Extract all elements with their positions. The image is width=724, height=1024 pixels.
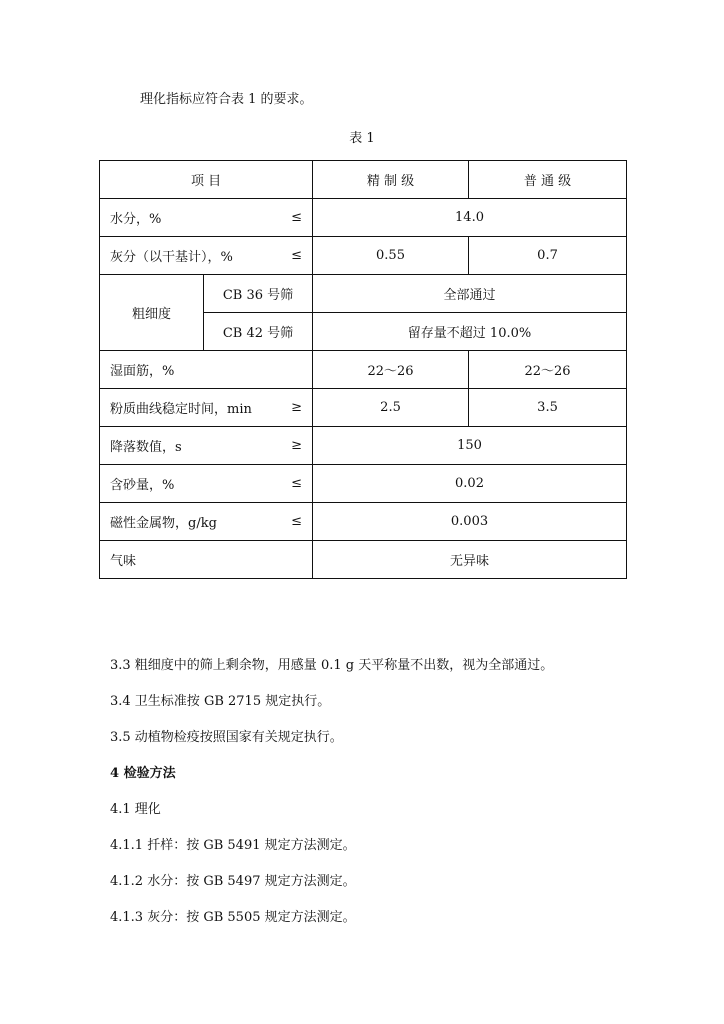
- value-cell: 150: [313, 427, 627, 465]
- paragraph-3-4: 3.4 卫生标准按 GB 2715 规定执行。: [110, 694, 331, 709]
- value-cell: 全部通过: [313, 275, 627, 313]
- operator: ≤: [291, 514, 303, 529]
- paragraph-4-1-1: 4.1.1 扦样：按 GB 5491 规定方法测定。: [110, 838, 356, 853]
- operator: ≤: [291, 210, 303, 225]
- value-cell: 0.02: [313, 465, 627, 503]
- row-label: [100, 503, 313, 541]
- table-row: [100, 427, 627, 465]
- value-cell: 3.5: [469, 389, 627, 427]
- table-row: [100, 161, 627, 199]
- table-row: [100, 389, 627, 427]
- value-cell: 0.55: [313, 237, 469, 275]
- table-row: [100, 237, 627, 275]
- row-label: 气味: [100, 541, 313, 579]
- label-text: 灰分（以干基计），%: [110, 250, 233, 265]
- table-row: [100, 351, 627, 389]
- header-item: 项 目: [100, 161, 313, 199]
- operator: ≥: [291, 438, 303, 453]
- label-text: 水分，%: [110, 212, 162, 227]
- row-label: 湿面筋，%: [100, 351, 313, 389]
- paragraph-4-1-2: 4.1.2 水分：按 GB 5497 规定方法测定。: [110, 874, 356, 889]
- subsection-4-1: 4.1 理化: [110, 802, 161, 817]
- value-cell: 留存量不超过 10.0%: [313, 313, 627, 351]
- value-cell: 0.003: [313, 503, 627, 541]
- table-row: [100, 275, 627, 313]
- row-label: [100, 427, 313, 465]
- value-cell: 无异味: [313, 541, 627, 579]
- operator: ≤: [291, 476, 303, 491]
- sieve-label: CB 36 号筛: [204, 275, 313, 313]
- value-cell: 2.5: [313, 389, 469, 427]
- value-cell: 22～26: [469, 351, 627, 389]
- label-text: 含砂量，%: [110, 478, 175, 493]
- intro-text: 理化指标应符合表 1 的要求。: [140, 92, 313, 107]
- value-cell: 14.0: [313, 199, 627, 237]
- row-label: [100, 199, 313, 237]
- operator: ≤: [291, 248, 303, 263]
- table-row: [100, 503, 627, 541]
- fineness-label: 粗细度: [100, 275, 204, 351]
- table-caption: 表 1: [349, 131, 375, 146]
- label-text: 降落数值，s: [110, 440, 182, 455]
- table-row: [100, 465, 627, 503]
- paragraph-4-1-3: 4.1.3 灰分：按 GB 5505 规定方法测定。: [110, 910, 356, 925]
- operator: ≥: [291, 400, 303, 415]
- section-heading-4: 4 检验方法: [110, 766, 176, 781]
- table-row: [100, 199, 627, 237]
- row-label: [100, 237, 313, 275]
- header-refined: 精 制 级: [313, 161, 469, 199]
- paragraph-3-5: 3.5 动植物检疫按照国家有关规定执行。: [110, 730, 343, 745]
- sieve-label: CB 42 号筛: [204, 313, 313, 351]
- label-text: 粉质曲线稳定时间，min: [110, 402, 252, 417]
- value-cell: 22～26: [313, 351, 469, 389]
- label-text: 磁性金属物，g/kg: [110, 516, 217, 531]
- paragraph-3-3: 3.3 粗细度中的筛上剩余物，用感量 0.1 g 天平称量不出数，视为全部通过。: [110, 658, 554, 673]
- spec-table: [99, 160, 627, 579]
- row-label: [100, 465, 313, 503]
- table-row: [100, 541, 627, 579]
- header-common: 普 通 级: [469, 161, 627, 199]
- row-label: [100, 389, 313, 427]
- value-cell: 0.7: [469, 237, 627, 275]
